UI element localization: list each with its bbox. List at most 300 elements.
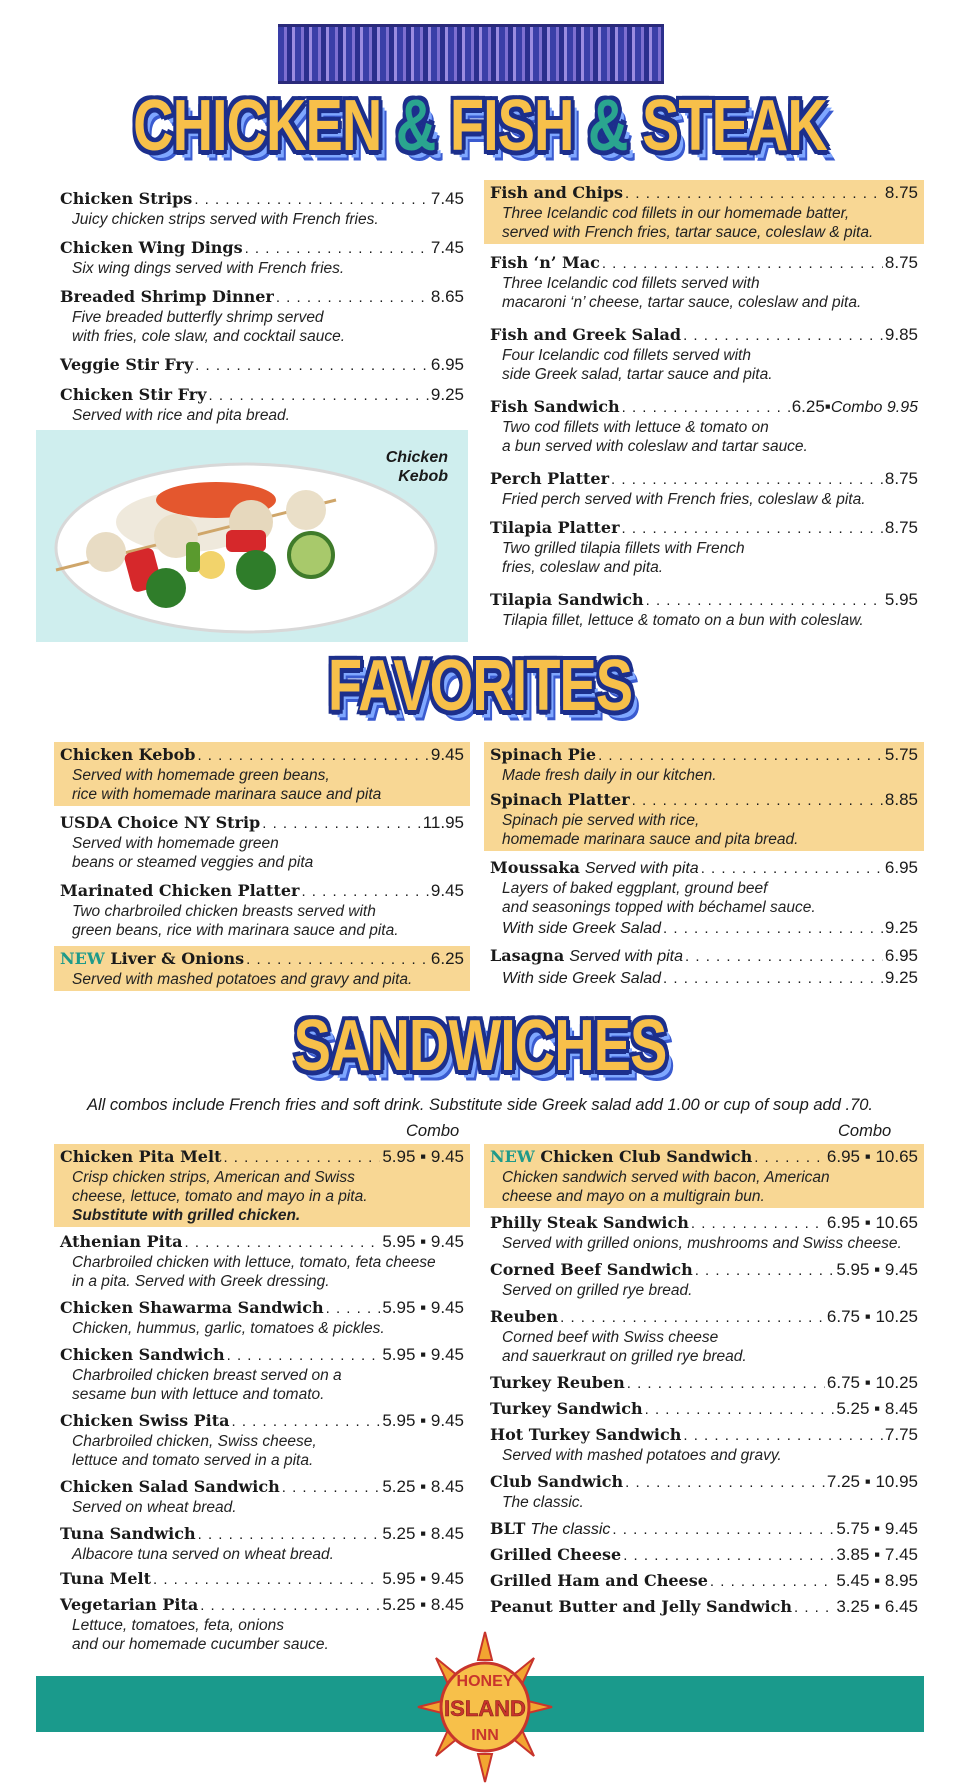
menu-item-price: 6.95 ▪ 10.65 [826,1213,918,1232]
dot-leader [560,1307,825,1328]
menu-item-title: Chicken Strips [60,189,193,208]
menu-item-name [490,1398,643,1419]
dot-leader [232,1411,381,1432]
menu-item [484,1304,924,1368]
menu-item-description: served with French fries, tartar sauce, coleslaw & pita. [502,224,874,241]
menu-item [484,1542,924,1568]
menu-item [484,394,924,458]
menu-item-name [490,1544,621,1565]
dot-leader [623,1545,834,1566]
menu-item [54,878,470,942]
menu-item [484,1210,924,1255]
menu-item-row [490,1259,918,1281]
menu-item-description: Lettuce, tomatoes, feta, onions [72,1617,284,1634]
menu-item-title: Moussaka [490,858,580,877]
menu-item [54,1566,470,1592]
menu-item-title: Corned Beef Sandwich [490,1260,693,1279]
menu-item [54,1592,470,1656]
menu-item-price: 5.95 ▪ 9.45 [382,1345,464,1364]
menu-item [484,515,924,579]
dot-leader [646,590,883,611]
menu-item-title: Chicken Salad Sandwich [60,1477,280,1496]
menu-item [484,742,924,787]
menu-item-name [490,1518,525,1539]
menu-item-price: 5.25 ▪ 8.45 [836,1399,918,1418]
menu-item-title: Chicken Sandwich [60,1345,225,1364]
menu-item-price: 7.45 [430,189,464,208]
menu-item-title: Tilapia Platter [490,518,620,537]
menu-item-price: 7.75 [884,1425,918,1444]
menu-item [54,1474,470,1519]
dot-leader [695,1260,835,1281]
menu-item-name [490,1259,693,1280]
sandwiches-menu-left [54,1144,470,1656]
menu-item-price: 6.25 [791,397,825,416]
menu-item [54,382,470,427]
menu-item [54,1295,470,1340]
menu-item-row [490,1212,918,1234]
menu-item [54,1144,470,1227]
menu-item-row [490,744,918,766]
menu-item-price: 3.85 ▪ 7.45 [836,1545,918,1564]
menu-item-name [60,1523,196,1544]
menu-item-price: 6.95 ▪ 10.65 [826,1147,918,1166]
menu-item-name [490,252,600,273]
svg-text:ISLAND: ISLAND [444,1696,526,1721]
menu-item-row [60,1410,464,1432]
menu-item-description: Albacore tuna served on wheat bread. [72,1546,334,1563]
menu-item-name [490,182,623,203]
menu-item-description: in a pita. Served with Greek dressing. [72,1273,330,1290]
menu-item [484,322,924,386]
menu-item-price: 5.95 ▪ 9.45 [382,1298,464,1317]
menu-item-price: 5.95 ▪ 9.45 [382,1232,464,1251]
menu-item-description: rice with homemade marinara sauce and pita [72,786,382,803]
menu-item-description: sesame bun with lettuce and tomato. [72,1386,325,1403]
menu-item-title: Chicken Wing Dings [60,238,243,257]
menu-item-row [490,1424,918,1446]
menu-item-price: 6.25 [430,949,464,968]
menu-item-price: 5.45 ▪ 8.95 [836,1571,918,1590]
menu-item-price: 8.75 [884,253,918,272]
menu-item-description: Chicken sandwich served with bacon, American [502,1169,830,1186]
chicken-menu-left [54,186,470,427]
menu-item-name [60,1146,221,1167]
menu-item-description: Two charbroiled chicken breasts served with [72,903,376,920]
dot-leader [598,745,883,766]
menu-item-price: 7.25 ▪ 10.95 [826,1472,918,1491]
menu-item-title: Chicken Kebob [60,745,196,764]
menu-item-subrow [490,917,918,939]
menu-item-price: 6.95 [884,858,918,877]
menu-item [484,1469,924,1514]
menu-item-description: Six wing dings served with French fries. [72,260,345,277]
menu-item-name [490,1471,623,1492]
menu-item-description: fries, coleslaw and pita. [502,559,664,576]
menu-item-description: and our homemade cucumber sauce. [72,1636,329,1653]
menu-item-name [60,812,260,833]
dot-leader [262,813,420,834]
menu-item [484,787,924,851]
menu-item-name [490,396,620,417]
menu-item-description: Fried perch served with French fries, coleslaw & pita. [502,491,866,508]
dot-leader [282,1477,381,1498]
menu-item-name [60,1231,182,1252]
menu-item-title: Lasagna [490,946,565,965]
menu-item-price: 5.75 [884,745,918,764]
menu-item-title: Breaded Shrimp Dinner [60,287,274,306]
menu-item-price: 6.95 [884,946,918,965]
menu-item-title: Tilapia Sandwich [490,590,644,609]
menu-item-row [490,468,918,490]
menu-item-description: Tilapia fillet, lettuce & tomato on a bun with coleslaw. [502,612,864,629]
menu-item-title: Grilled Cheese [490,1545,622,1564]
menu-item-row [60,812,464,834]
dot-leader [194,189,429,210]
menu-item-description: Served with mashed potatoes and gravy. [502,1447,782,1464]
dot-leader [153,1569,380,1590]
dot-leader [622,518,883,539]
menu-item [54,235,470,280]
menu-item-title: Grilled Ham and Cheese [490,1571,708,1590]
menu-item-name [60,1568,151,1589]
subitem-name: With side Greek Salad [502,920,662,937]
menu-item-row [60,1344,464,1366]
menu-item-description: Served with mashed potatoes and gravy and pita. [72,971,413,988]
menu-item-row [490,1398,918,1420]
menu-item [484,250,924,314]
menu-item-description: Served on grilled rye bread. [502,1282,693,1299]
combo-price: Combo 9.95 [830,399,918,416]
subitem-name: With side Greek Salad [502,970,662,987]
menu-item-title: Spinach Pie [490,745,597,764]
menu-item-name [490,324,681,345]
dot-leader [184,1232,380,1253]
photo-label: Chicken Kebob [385,449,448,485]
menu-item-description: Corned beef with Swiss cheese [502,1329,719,1346]
menu-item-description: beans or steamed veggies and pita [72,854,314,871]
menu-item-title: Reuben [490,1307,559,1326]
menu-item-title: Club Sandwich [490,1472,624,1491]
menu-item-description: macaroni ‘n’ cheese, tartar sauce, coleslaw and pita. [502,294,862,311]
menu-item-description: homemade marinara sauce and pita bread. [502,831,799,848]
menu-item-description: Three Icelandic cod fillets served with [502,275,760,292]
menu-item-description: Spinach pie served with rice, [502,812,700,829]
menu-item-description: cheese, lettuce, tomato and mayo in a pita. [72,1188,368,1205]
menu-item-description: Three Icelandic cod fillets in our homemade batter, [502,205,850,222]
combo-header-right: Combo [838,1122,892,1140]
menu-item-row [60,1297,464,1319]
menu-item-substitution: Substitute with grilled chicken. [72,1207,301,1224]
menu-item-description: Four Icelandic cod fillets served with [502,347,751,364]
menu-item [484,1257,924,1302]
menu-item-description: Two cod fillets with lettuce & tomato on [502,419,769,436]
dot-leader [198,1524,381,1545]
heading-sandwiches: SANDWICHES [293,1003,667,1086]
menu-item-row [490,589,918,611]
menu-item-price: 7.45 [430,238,464,257]
menu-item-title: Spinach Platter [490,790,630,809]
dot-leader [625,183,883,204]
menu-item-name [60,880,299,901]
menu-item-name [60,188,192,209]
subitem-price: 9.25 [884,968,918,987]
menu-item-name [490,1596,792,1617]
honey-island-inn-logo [416,1630,554,1784]
menu-item-price: 9.45 [430,881,464,900]
dot-leader [602,253,883,274]
menu-item-title: BLT [490,1519,526,1538]
menu-item [484,587,924,632]
menu-item-row [60,286,464,308]
menu-item-price: 8.75 [884,518,918,537]
menu-item-price: 6.75 ▪ 10.25 [826,1373,918,1392]
decorative-header-bar [278,24,664,84]
menu-item-row [60,1231,464,1253]
dot-leader [685,946,883,967]
dot-leader [710,1571,834,1592]
menu-item [484,1396,924,1422]
dot-leader [645,1399,835,1420]
menu-item [484,1144,924,1208]
menu-item [484,1516,924,1542]
dot-leader [627,1373,825,1394]
menu-item-subrow [490,967,918,989]
dot-leader [301,881,428,902]
favorites-menu-right [484,742,924,991]
menu-item-description: Charbroiled chicken, Swiss cheese, [72,1433,317,1450]
menu-item-row [490,517,918,539]
menu-item-name [60,948,244,969]
menu-item-title: Marinated Chicken Platter [60,881,300,900]
menu-item [54,742,470,806]
menu-item-title: Athenian Pita [60,1232,183,1251]
menu-item-name [490,1570,708,1591]
menu-item-price: 5.95 ▪ 9.45 [382,1569,464,1588]
menu-item-row [490,945,918,967]
favorites-menu-left [54,742,470,991]
dot-leader [223,1147,380,1168]
menu-item-description: Five breaded butterfly shrimp served [72,309,324,326]
menu-item-description: Two grilled tilapia fillets with French [502,540,745,557]
heading-favorites: FAVORITES [327,643,633,726]
menu-item-row [60,354,464,376]
menu-item-name [60,286,274,307]
menu-item [484,466,924,511]
menu-item-name [490,744,596,765]
menu-item-title: Fish and Chips [490,183,624,202]
menu-item-title: Chicken Shawarma Sandwich [60,1298,324,1317]
menu-item-description: The classic. [502,1494,584,1511]
menu-item-row [490,324,918,346]
menu-item-name [490,945,564,966]
menu-item-description: a bun served with coleslaw and tartar sauce. [502,438,808,455]
menu-item-row [490,1518,918,1540]
dot-leader [326,1298,381,1319]
menu-item-row [490,1570,918,1592]
new-badge: NEW [490,1147,535,1166]
dot-leader [208,385,428,406]
menu-item-description: with fries, cole slaw, and cocktail sauce. [72,328,346,345]
sandwiches-menu-right [484,1144,924,1620]
menu-item-title: Perch Platter [490,469,610,488]
menu-item-description: and seasonings topped with béchamel sauce. [502,899,816,916]
menu-item [484,180,924,244]
menu-item-row [490,789,918,811]
menu-item-title: Peanut Butter and Jelly Sandwich [490,1597,792,1616]
new-badge: NEW [60,949,105,968]
dot-leader [701,858,883,879]
menu-item [484,855,924,941]
dot-leader [632,790,883,811]
menu-item-row [60,880,464,902]
menu-item-price: 5.25 ▪ 8.45 [382,1524,464,1543]
dot-leader [276,287,429,308]
menu-item-description: Served with rice and pita bread. [72,407,290,424]
menu-item [54,1521,470,1566]
menu-item-row [60,1568,464,1590]
menu-item-row [490,1544,918,1566]
chicken-menu-right [484,180,924,632]
menu-item-title: Chicken Swiss Pita [60,1411,230,1430]
menu-item-row [490,1596,918,1618]
menu-item-row [490,182,918,204]
menu-item-row [490,1146,918,1168]
combo-header-left: Combo [406,1122,460,1140]
menu-item-description: Served on wheat bread. [72,1499,237,1516]
subitem-price: 9.25 [884,918,918,937]
menu-item-description: Layers of baked eggplant, ground beef [502,880,768,897]
menu-item-row [490,1372,918,1394]
menu-item-name [490,589,644,610]
menu-item-row [60,237,464,259]
menu-item-name [490,1424,681,1445]
menu-item-name [490,517,620,538]
menu-item [54,1229,470,1293]
menu-item-description: Chicken, hummus, garlic, tomatoes & pickles. [72,1320,385,1337]
menu-item-title: Fish and Greek Salad [490,325,682,344]
price-separator: ▪ [824,397,831,416]
menu-item-name [490,1212,689,1233]
dot-leader [246,949,429,970]
menu-item-price: 8.85 [884,790,918,809]
menu-item-description: side Greek salad, tartar sauce and pita. [502,366,773,383]
menu-item [54,352,470,378]
menu-item-description: Served with grilled onions, mushrooms and Swiss cheese. [502,1235,902,1252]
menu-item-name [490,1372,625,1393]
menu-item-title: Vegetarian Pita [60,1595,199,1614]
menu-item-description: Made fresh daily in our kitchen. [502,767,717,784]
menu-item-description: Charbroiled chicken with lettuce, tomato, feta cheese [72,1254,436,1271]
menu-item-name [60,1594,198,1615]
menu-item-price: 9.45 [430,745,464,764]
menu-item [54,1342,470,1406]
menu-item-price: 3.25 ▪ 6.45 [836,1597,918,1616]
heading-chicken-fish-steak: CHICKEN & FISH & STEAK [133,83,827,166]
menu-item-name [60,384,206,405]
menu-item-price: 5.25 ▪ 8.45 [382,1595,464,1614]
menu-item-title: Fish ‘n’ Mac [490,253,600,272]
svg-text:HONEY: HONEY [456,1673,514,1690]
menu-item-title: USDA Choice NY Strip [60,813,261,832]
menu-item-name [490,1306,558,1327]
menu-item-row [490,252,918,274]
menu-item-row [60,1523,464,1545]
menu-item [54,946,470,991]
dot-leader [622,397,790,418]
menu-item-price: 5.95 ▪ 9.45 [382,1411,464,1430]
menu-item-price: 5.95 [884,590,918,609]
dot-leader [691,1213,825,1234]
menu-item [484,1594,924,1620]
menu-item-name [60,744,195,765]
menu-item-name [60,1344,225,1365]
dot-leader [195,355,429,376]
menu-item [484,1422,924,1467]
menu-item-price: 5.75 ▪ 9.45 [836,1519,918,1538]
menu-item-description: Served with homemade green [72,835,279,852]
dot-leader [663,918,883,939]
menu-item-description: cheese and mayo on a multigrain bun. [502,1188,765,1205]
dot-leader [612,1519,834,1540]
menu-item-title: Veggie Stir Fry [60,355,194,374]
menu-item-title: Tuna Sandwich [60,1524,196,1543]
menu-item-price: 5.25 ▪ 8.45 [382,1477,464,1496]
menu-item-description: Crisp chicken strips, American and Swiss [72,1169,355,1186]
menu-item [54,186,470,231]
sandwich-combo-note: All combos include French fries and soft drink. Substitute side Greek salad add 1.00 or cup of soup add .70. [86,1096,874,1114]
menu-item-row [490,1306,918,1328]
menu-item-price: 6.95 [430,355,464,374]
menu-item-price: 8.65 [430,287,464,306]
menu-item-name [490,789,630,810]
menu-item-price: 9.85 [884,325,918,344]
dot-leader [683,325,883,346]
menu-item-title: Liver & Onions [110,949,245,968]
menu-item-note: Served with pita [569,948,684,965]
menu-item-description: lettuce and tomato served in a pita. [72,1452,314,1469]
dot-leader [197,745,428,766]
menu-item-title: Turkey Reuben [490,1373,625,1392]
menu-item-price: 8.75 [884,183,918,202]
menu-item-price: 9.25 [430,385,464,404]
menu-item-title: Tuna Melt [60,1569,151,1588]
menu-item-price: 5.95 ▪ 9.45 [382,1147,464,1166]
menu-item-title: Chicken Club Sandwich [540,1147,753,1166]
svg-text:INN: INN [471,1727,499,1744]
menu-item-note: Served with pita [584,860,699,877]
menu-item [54,284,470,348]
menu-item-price: 5.95 ▪ 9.45 [836,1260,918,1279]
dot-leader [794,1597,834,1618]
menu-item [484,1568,924,1594]
dot-leader [227,1345,381,1366]
menu-item-title: Turkey Sandwich [490,1399,643,1418]
menu-item-row [60,744,464,766]
dot-leader [683,1425,883,1446]
menu-item-title: Hot Turkey Sandwich [490,1425,682,1444]
menu-item-row [60,384,464,406]
menu-item-name [60,1410,230,1431]
menu-item-name [490,857,580,878]
menu-item-row [60,1146,464,1168]
menu-item-price: 8.75 [884,469,918,488]
menu-item-description: Charbroiled chicken breast served on a [72,1367,342,1384]
menu-item-name [60,237,243,258]
dot-leader [245,238,429,259]
menu-item-row [60,188,464,210]
chicken-kebob-photo [36,430,468,642]
